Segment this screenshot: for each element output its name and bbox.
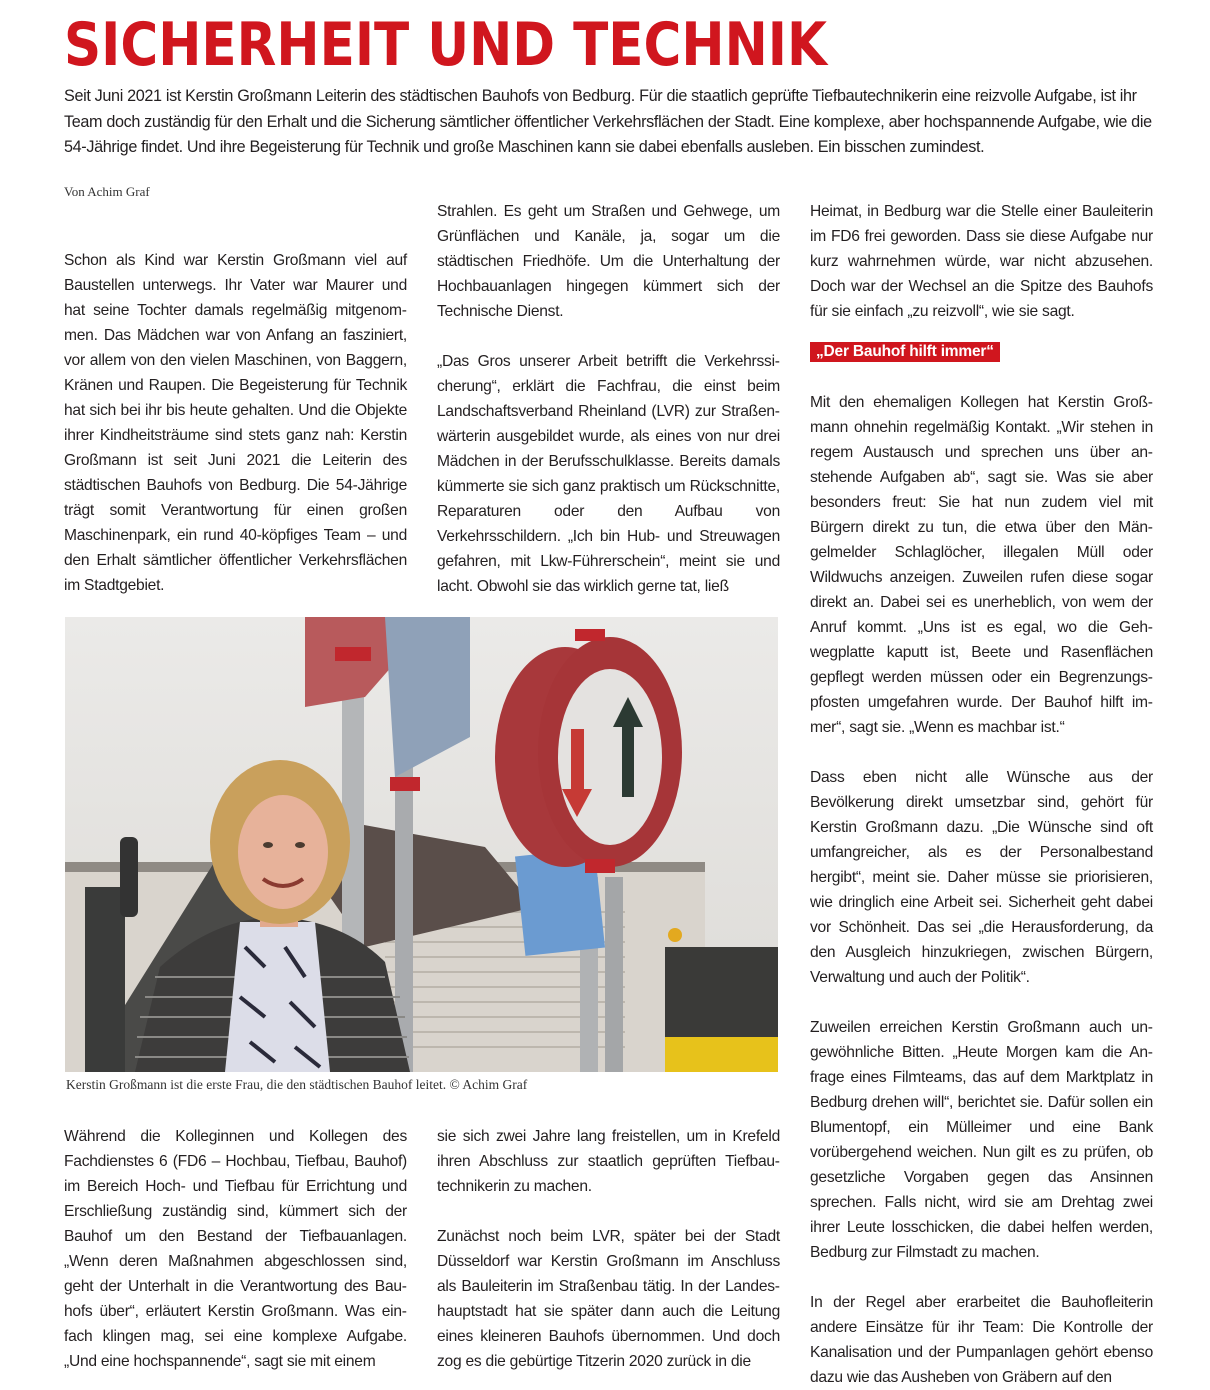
- article-title: SICHERHEIT UND TECHNIK: [64, 10, 827, 80]
- paragraph: Zunächst noch beim LVR, später bei der Stadt Düsseldorf war Kerstin Großmann im Anschluss als Bauleiterin im Straßenbau tätig. In der Landeshauptstadt hat sie später dann auch die Leitung eines kleineren Bauhofs übernommen. Und doch zog es die gebürtige Titzerin 2020 zurück in die: [437, 1228, 780, 1370]
- article-lead: Seit Juni 2021 ist Kerstin Großmann Leiterin des städtischen Bauhofs von Bedburg. Für die staatlich geprüfte Tiefbautechnikerin eine reizvolle Aufgabe, ist ihr Team doch zuständig für den Erhalt und die Sicherung sämtlicher öffentlicher Verkehrsflächen der Stadt. Eine komplexe, aber hochspannende Aufgabe, wie die 54-Jährige findet. Und ihre Begeisterung für Technik und große Maschinen kann sie dabei ebenfalls ausleben. Ein bisschen zumindest.: [64, 87, 1152, 156]
- photo-caption: Kerstin Großmann ist die erste Frau, die den städtischen Bauhof leitet. © Achim Graf: [66, 1077, 528, 1092]
- byline: Von Achim Graf: [64, 184, 150, 199]
- photo-woman-with-traffic-signs: [65, 617, 778, 1072]
- paragraph: „Das Gros unserer Arbeit betrifft die Verkehrssicherung“, erklärt die Fachfrau, die einst beim Landschaftsverband Rheinland (LVR) zur Straßenwärterin ausgebildet wurde, als eines von nur drei Mädchen in der Berufsschulklasse. Bereits damals kümmerte sie sich ganz praktisch um Rückschnitte, Reparaturen oder den Aufbau von Verkehrsschildern. „Ich bin Hub- und Streuwagen gefahren, mit Lkw-Führerschein“, meint sie und lacht. Obwohl sie das wirklich gerne tat, ließ: [437, 353, 780, 595]
- paragraph: Mit den ehemaligen Kollegen hat Kerstin Großmann ohnehin regelmäßig Kontakt. „Wir stehen in regem Austausch und sprechen uns über anstehende Aufgaben ab“, sagt sie. Was sie aber besonders freut: Sie hat nun zudem viel mit Bürgern direkt zu tun, die etwa über den Mängelmelder Schlaglöcher, illegalen Müll oder Wildwuchs anzeigen. Zuweilen rufen diese sogar direkt an. Dabei sei es unerheblich, von wem der Anruf kommt. „Uns ist es egal, wo die Gehwegplatte kaputt ist, Beete und Rasenflächen gepflegt werden müssen oder ein Begrenzungspfosten umgefahren wurde. Der Bauhof hilft immer“, sagt sie. „Wenn es machbar ist.“: [810, 394, 1153, 736]
- paragraph: In der Regel aber erarbeitet die Bauhofleiterin andere Einsätze für ihr Team: Die Kontrolle der Kanalisation und der Pumpanlagen gehört ebenso dazu wie das Ausheben von Gräbern auf den: [810, 1294, 1153, 1386]
- paragraph: Schon als Kind war Kerstin Großmann viel auf Baustellen unterwegs. Ihr Vater war Maurer und hat seine Tochter damals regelmäßig mitgenommen. Das Mädchen war von Anfang an fasziniert, vor allem von den vielen Maschinen, von Baggern, Kränen und Raupen. Die Begeisterung für Technik hat sich bei ihr bis heute gehalten. Und die Objekte ihrer Kindheitsträume sind stets ganz nah: Kerstin Großmann ist seit Juni 2021 die Leiterin des städtischen Bauhofs von Bedburg. Die 54-Jährige trägt somit Verantwortung für einen großen Maschinenpark, ein rund 40-köpfiges Team – und den Erhalt sämtlicher öffentlicher Verkehrsflächen im Stadtgebiet.: [64, 252, 407, 594]
- article-photo: [65, 617, 778, 1072]
- paragraph: sie sich zwei Jahre lang freistellen, um in Krefeld ihren Abschluss zur staatlich geprüften Tiefbautechnikerin zu machen.: [437, 1128, 780, 1195]
- paragraph: Zuweilen erreichen Kerstin Großmann auch ungewöhnliche Bitten. „Heute Morgen kam die Anfrage eines Filmteams, das auf dem Marktplatz in Bedburg drehen will“, berichtet sie. Dafür sollen ein Blumentopf, ein Mülleimer und eine Bank vorübergehend weichen. Nun gilt es zu prüfen, ob gesetzliche Vorgaben gegen das Ansinnen sprechen. Falls nicht, wird sie am Drehtag zwei ihrer Leute losschicken, die dabei helfen werden, Bedburg zur Filmstadt zu machen.: [810, 1019, 1153, 1261]
- column-1-bottom: [64, 1124, 407, 1374]
- column-3: [810, 199, 1153, 1390]
- subheading-wrapper: [810, 339, 1153, 390]
- paragraph: Während die Kolleginnen und Kollegen des Fachdienstes 6 (FD6 – Hochbau, Tiefbau, Bauhof) im Bereich Hoch- und Tiefbau für Errichtung und Erschließung zuständig sind, kümmert sich der Bauhof um den Bestand der Tiefbauanlagen. „Wenn deren Maßnahmen abgeschlossen sind, geht der Unterhalt in die Verantwortung des Bauhofs über“, erläutert Kerstin Großmann. Was einfach klingen mag, sei eine komplexe Aufgabe. „Und eine hochspannende“, sagt sie mit einem: [64, 1128, 407, 1370]
- column-1-top: [64, 248, 407, 598]
- column-2-top: [437, 199, 780, 599]
- paragraph: Dass eben nicht alle Wünsche aus der Bevölkerung direkt umsetzbar sind, gehört für Kerstin Großmann dazu. „Die Wünsche sind oft umfangreicher, als es der Personalbestand hergibt“, meint sie. Daher müsse sie priorisieren, wie dringlich eine Arbeit sei. Sicherheit geht dabei vor Schönheit. Das sei „die Herausforderung, da den Ausgleich hinzukriegen, zwischen Bürgern, Verwaltung und auch der Politik“.: [810, 769, 1153, 986]
- column-2-bottom: [437, 1124, 780, 1374]
- paragraph: Heimat, in Bedburg war die Stelle einer Bauleiterin im FD6 frei geworden. Dass sie diese Aufgabe nur kurz wahrnehmen würde, war nicht abzusehen. Doch war der Wechsel an die Spitze des Bauhofs für sie einfach „zu reizvoll“, wie sie sagt.: [810, 203, 1153, 320]
- subheading: „Der Bauhof hilft immer“: [810, 342, 1000, 362]
- paragraph: Strahlen. Es geht um Straßen und Gehwege, um Grünflächen und Kanäle, ja, sogar um die städtischen Friedhöfe. Um die Unterhaltung der Hochbauanlagen hingegen kümmert sich der Technische Dienst.: [437, 203, 780, 320]
